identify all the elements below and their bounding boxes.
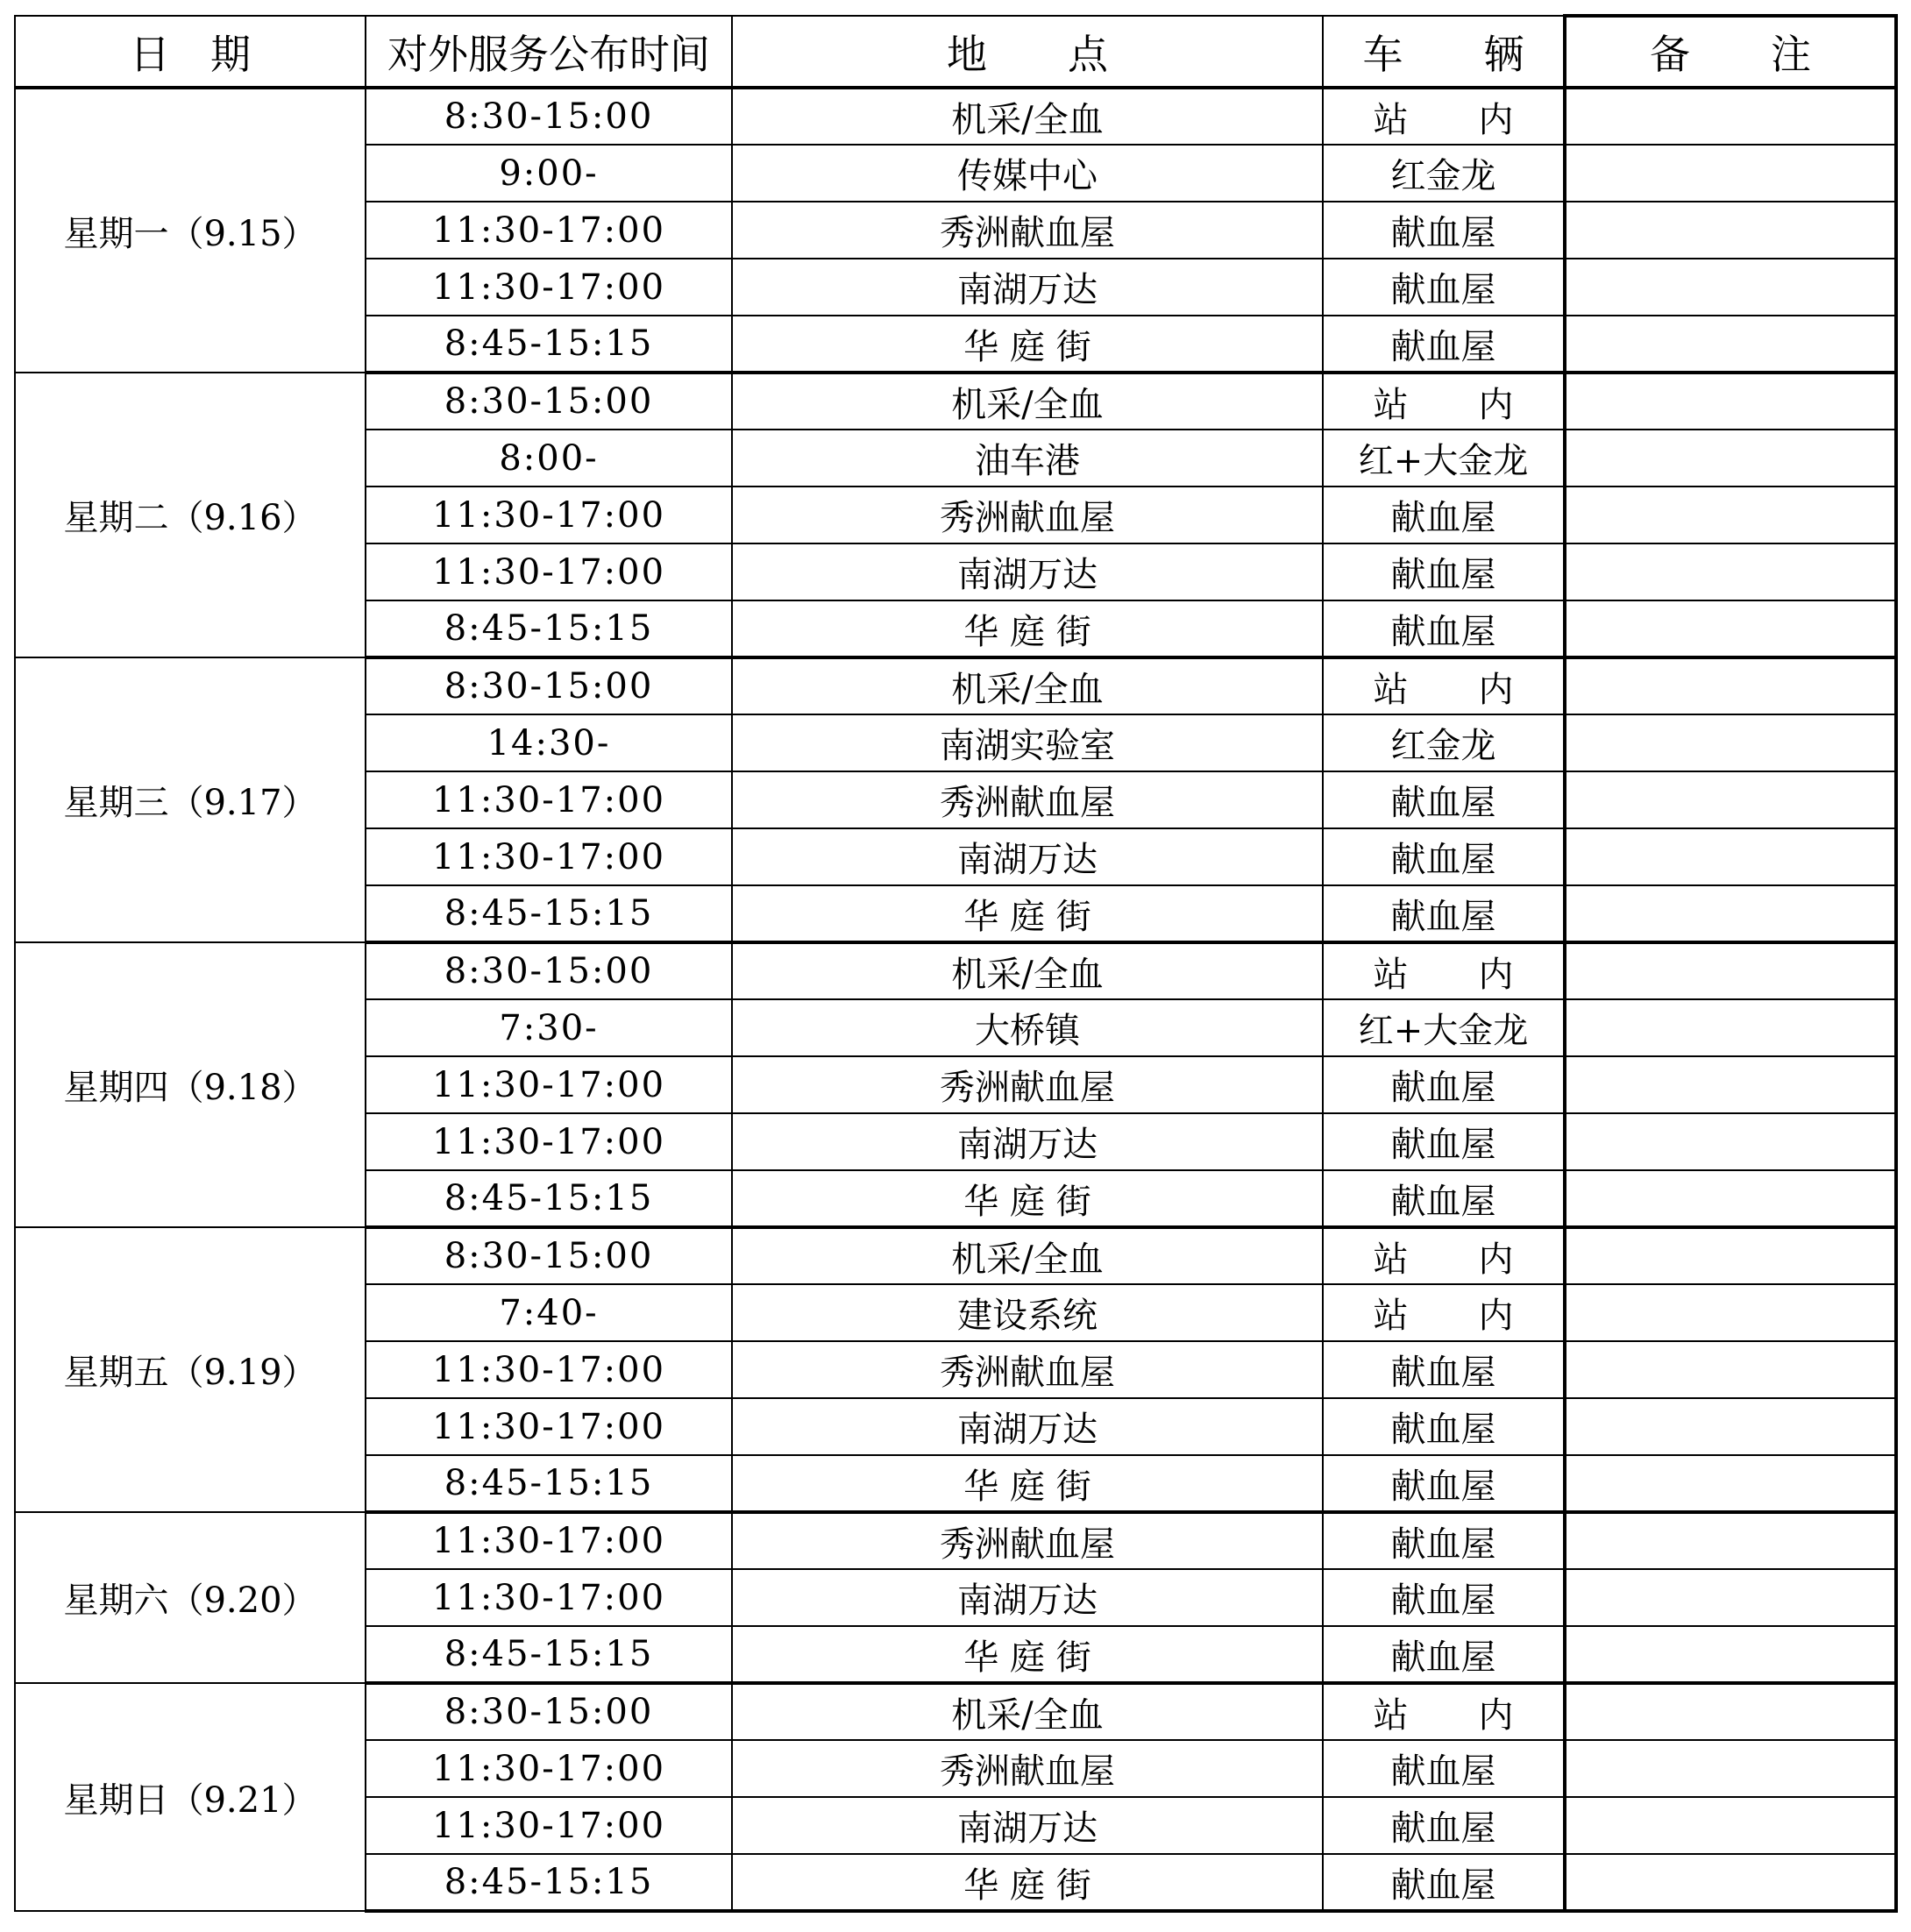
- time-cell: 11:30-17:00: [366, 1341, 732, 1398]
- vehicle-cell: 站 内: [1323, 88, 1565, 145]
- location-cell: 南湖万达: [732, 828, 1323, 885]
- time-cell: 8:45-15:15: [366, 885, 732, 942]
- vehicle-cell: 献血屋: [1323, 259, 1565, 316]
- day-date-cell: 星期二（9.16）: [15, 373, 366, 657]
- location-cell: 机采/全血: [732, 657, 1323, 714]
- location-cell: 华 庭 街: [732, 885, 1323, 942]
- time-cell: 11:30-17:00: [366, 1056, 732, 1113]
- location-cell: 机采/全血: [732, 1683, 1323, 1740]
- remark-cell: [1565, 373, 1896, 430]
- table-row: [15, 88, 1896, 145]
- time-cell: 8:45-15:15: [366, 1455, 732, 1512]
- vehicle-cell: 献血屋: [1323, 1455, 1565, 1512]
- header-vehicle: 车 辆: [1323, 16, 1565, 88]
- vehicle-cell: 红+大金龙: [1323, 999, 1565, 1056]
- time-cell: 11:30-17:00: [366, 1398, 732, 1455]
- remark-cell: [1565, 999, 1896, 1056]
- remark-cell: [1565, 88, 1896, 145]
- location-cell: 南湖万达: [732, 1797, 1323, 1854]
- time-cell: 14:30-: [366, 714, 732, 771]
- remark-cell: [1565, 1797, 1896, 1854]
- vehicle-cell: 红金龙: [1323, 714, 1565, 771]
- time-cell: 8:45-15:15: [366, 1854, 732, 1911]
- vehicle-cell: 献血屋: [1323, 316, 1565, 373]
- location-cell: 南湖万达: [732, 543, 1323, 600]
- remark-cell: [1565, 1455, 1896, 1512]
- location-cell: 大桥镇: [732, 999, 1323, 1056]
- location-cell: 机采/全血: [732, 942, 1323, 999]
- vehicle-cell: 献血屋: [1323, 1341, 1565, 1398]
- time-cell: 11:30-17:00: [366, 259, 732, 316]
- vehicle-cell: 献血屋: [1323, 543, 1565, 600]
- location-cell: 华 庭 街: [732, 1455, 1323, 1512]
- remark-cell: [1565, 202, 1896, 259]
- location-cell: 秀洲献血屋: [732, 1341, 1323, 1398]
- time-cell: 11:30-17:00: [366, 1569, 732, 1626]
- remark-cell: [1565, 657, 1896, 714]
- vehicle-cell: 站 内: [1323, 1284, 1565, 1341]
- vehicle-cell: 献血屋: [1323, 487, 1565, 543]
- location-cell: 秀洲献血屋: [732, 1056, 1323, 1113]
- vehicle-cell: 献血屋: [1323, 1740, 1565, 1797]
- location-cell: 秀洲献血屋: [732, 1512, 1323, 1569]
- vehicle-cell: 献血屋: [1323, 828, 1565, 885]
- remark-cell: [1565, 259, 1896, 316]
- remark-cell: [1565, 1284, 1896, 1341]
- table-body: [15, 88, 1896, 1911]
- location-cell: 传媒中心: [732, 145, 1323, 202]
- vehicle-cell: 献血屋: [1323, 1854, 1565, 1911]
- time-cell: 11:30-17:00: [366, 202, 732, 259]
- remark-cell: [1565, 1341, 1896, 1398]
- time-cell: 11:30-17:00: [366, 1797, 732, 1854]
- vehicle-cell: 站 内: [1323, 942, 1565, 999]
- location-cell: 秀洲献血屋: [732, 202, 1323, 259]
- vehicle-cell: 红金龙: [1323, 145, 1565, 202]
- location-cell: 建设系统: [732, 1284, 1323, 1341]
- vehicle-cell: 献血屋: [1323, 600, 1565, 657]
- location-cell: 秀洲献血屋: [732, 487, 1323, 543]
- vehicle-cell: 站 内: [1323, 1683, 1565, 1740]
- time-cell: 9:00-: [366, 145, 732, 202]
- time-cell: 8:30-15:00: [366, 1683, 732, 1740]
- vehicle-cell: 红+大金龙: [1323, 430, 1565, 487]
- vehicle-cell: 献血屋: [1323, 1512, 1565, 1569]
- header-date: 日 期: [15, 16, 366, 88]
- vehicle-cell: 献血屋: [1323, 771, 1565, 828]
- location-cell: 油车港: [732, 430, 1323, 487]
- location-cell: 南湖万达: [732, 1113, 1323, 1170]
- vehicle-cell: 献血屋: [1323, 1569, 1565, 1626]
- location-cell: 南湖实验室: [732, 714, 1323, 771]
- location-cell: 机采/全血: [732, 373, 1323, 430]
- day-date-cell: 星期六（9.20）: [15, 1512, 366, 1683]
- location-cell: 华 庭 街: [732, 1854, 1323, 1911]
- remark-cell: [1565, 1398, 1896, 1455]
- table-row: [15, 1512, 1896, 1569]
- table-header: [15, 16, 1896, 88]
- table-row: [15, 1683, 1896, 1740]
- time-cell: 11:30-17:00: [366, 487, 732, 543]
- header-remark: 备 注: [1565, 16, 1896, 88]
- table-row: [15, 373, 1896, 430]
- remark-cell: [1565, 600, 1896, 657]
- day-date-cell: 星期三（9.17）: [15, 657, 366, 942]
- remark-cell: [1565, 316, 1896, 373]
- remark-cell: [1565, 828, 1896, 885]
- remark-cell: [1565, 145, 1896, 202]
- remark-cell: [1565, 1569, 1896, 1626]
- time-cell: 11:30-17:00: [366, 828, 732, 885]
- table-row: [15, 657, 1896, 714]
- header-location: 地 点: [732, 16, 1323, 88]
- remark-cell: [1565, 1113, 1896, 1170]
- time-cell: 8:30-15:00: [366, 942, 732, 999]
- time-cell: 11:30-17:00: [366, 1740, 732, 1797]
- location-cell: 南湖万达: [732, 259, 1323, 316]
- remark-cell: [1565, 714, 1896, 771]
- remark-cell: [1565, 1056, 1896, 1113]
- time-cell: 8:45-15:15: [366, 1626, 732, 1683]
- time-cell: 7:40-: [366, 1284, 732, 1341]
- time-cell: 8:45-15:15: [366, 1170, 732, 1227]
- time-cell: 8:30-15:00: [366, 1227, 732, 1284]
- location-cell: 华 庭 街: [732, 316, 1323, 373]
- time-cell: 11:30-17:00: [366, 771, 732, 828]
- time-cell: 8:45-15:15: [366, 600, 732, 657]
- day-date-cell: 星期日（9.21）: [15, 1683, 366, 1911]
- remark-cell: [1565, 1683, 1896, 1740]
- time-cell: 11:30-17:00: [366, 543, 732, 600]
- location-cell: 南湖万达: [732, 1569, 1323, 1626]
- vehicle-cell: 献血屋: [1323, 885, 1565, 942]
- location-cell: 华 庭 街: [732, 600, 1323, 657]
- vehicle-cell: 献血屋: [1323, 202, 1565, 259]
- header-row: [15, 16, 1896, 88]
- time-cell: 8:45-15:15: [366, 316, 732, 373]
- vehicle-cell: 献血屋: [1323, 1113, 1565, 1170]
- day-date-cell: 星期五（9.19）: [15, 1227, 366, 1512]
- remark-cell: [1565, 543, 1896, 600]
- remark-cell: [1565, 942, 1896, 999]
- location-cell: 机采/全血: [732, 88, 1323, 145]
- schedule-table: [14, 14, 1898, 1913]
- location-cell: 机采/全血: [732, 1227, 1323, 1284]
- header-time: 对外服务公布时间: [366, 16, 732, 88]
- day-date-cell: 星期四（9.18）: [15, 942, 366, 1227]
- remark-cell: [1565, 1854, 1896, 1911]
- time-cell: 8:30-15:00: [366, 88, 732, 145]
- vehicle-cell: 献血屋: [1323, 1056, 1565, 1113]
- vehicle-cell: 献血屋: [1323, 1170, 1565, 1227]
- time-cell: 11:30-17:00: [366, 1113, 732, 1170]
- location-cell: 华 庭 街: [732, 1626, 1323, 1683]
- day-date-cell: 星期一（9.15）: [15, 88, 366, 373]
- location-cell: 秀洲献血屋: [732, 771, 1323, 828]
- time-cell: 8:00-: [366, 430, 732, 487]
- remark-cell: [1565, 1626, 1896, 1683]
- remark-cell: [1565, 885, 1896, 942]
- remark-cell: [1565, 771, 1896, 828]
- time-cell: 7:30-: [366, 999, 732, 1056]
- table-row: [15, 1227, 1896, 1284]
- time-cell: 11:30-17:00: [366, 1512, 732, 1569]
- vehicle-cell: 站 内: [1323, 373, 1565, 430]
- vehicle-cell: 献血屋: [1323, 1398, 1565, 1455]
- location-cell: 秀洲献血屋: [732, 1740, 1323, 1797]
- location-cell: 南湖万达: [732, 1398, 1323, 1455]
- vehicle-cell: 献血屋: [1323, 1626, 1565, 1683]
- time-cell: 8:30-15:00: [366, 373, 732, 430]
- vehicle-cell: 站 内: [1323, 657, 1565, 714]
- table-row: [15, 942, 1896, 999]
- remark-cell: [1565, 487, 1896, 543]
- remark-cell: [1565, 1740, 1896, 1797]
- time-cell: 8:30-15:00: [366, 657, 732, 714]
- remark-cell: [1565, 1512, 1896, 1569]
- vehicle-cell: 站 内: [1323, 1227, 1565, 1284]
- remark-cell: [1565, 430, 1896, 487]
- location-cell: 华 庭 街: [732, 1170, 1323, 1227]
- remark-cell: [1565, 1170, 1896, 1227]
- remark-cell: [1565, 1227, 1896, 1284]
- vehicle-cell: 献血屋: [1323, 1797, 1565, 1854]
